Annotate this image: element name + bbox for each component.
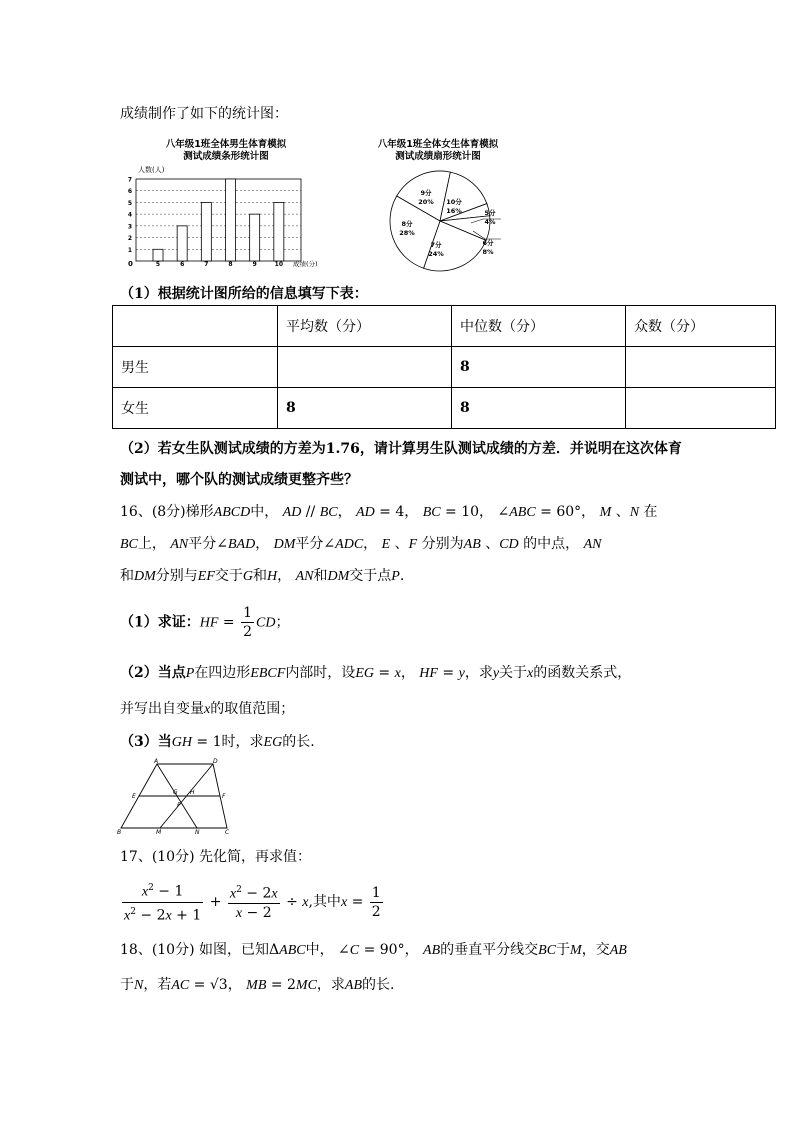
- bar-chart-title-2: 测试成绩条形统计图: [183, 151, 269, 162]
- bar-8: [226, 179, 236, 261]
- bar-chart-x-ticks: [156, 261, 283, 268]
- p18-head: 18、(10分) 如图，已知: [120, 942, 270, 958]
- fig-label-C: C: [225, 829, 230, 836]
- p16-sub3: （3）当GH = 1时，求EG的长.: [120, 734, 315, 750]
- bar-chart-xlabel: 成绩(分): [293, 260, 318, 268]
- p16-sub2-line-2: 并写出自变量x的取值范围；: [120, 701, 295, 717]
- bar-5: [153, 249, 163, 261]
- table-row: [113, 388, 776, 429]
- pie-pct-5: 4%: [484, 218, 496, 226]
- pie-pct-8: 28%: [399, 229, 415, 237]
- bar-chart-bars: [153, 179, 284, 261]
- p18-line2-a: 于: [120, 977, 134, 993]
- table-cell: [278, 347, 452, 388]
- fig-label-E: E: [132, 793, 136, 800]
- x-tick-label: 5: [155, 261, 161, 268]
- pie-pct-7: 24%: [428, 250, 444, 258]
- p16-sub1-label: （1）求证：: [120, 614, 200, 631]
- pie-label-6: 6分: [482, 239, 494, 247]
- fig-label-A: A: [154, 758, 159, 765]
- p16-sub2-b: 并写出自变量: [120, 701, 204, 717]
- trapezoid-figure: [115, 758, 240, 836]
- bar-chart-title-1: 八年级1班全体男生体育模拟: [165, 139, 287, 150]
- p16-line2-a: 上，: [137, 536, 166, 552]
- p16-line-1: 16、(8分)梯形ABCD中， AD // BC， AD = 4， BC = 10， ∠ABC = 60°， M 、N 在: [120, 504, 658, 520]
- bar-chart-ylabel: 人数(人): [138, 166, 165, 174]
- q1-label: （1）根据统计图所给的信息填写下表：: [120, 286, 368, 302]
- pie-chart-title-1: 八年级1班全体女生体育模拟: [377, 139, 499, 150]
- table-cell: 女生: [113, 388, 278, 429]
- y-tick-label: 2: [127, 235, 133, 243]
- pie-label-7: 7分: [430, 241, 442, 249]
- pie-pct-9: 20%: [418, 198, 434, 206]
- q2-line-1: （2）若女生队测试成绩的方差为1.76，请计算男生队测试成绩的方差．并说明在这次体育: [120, 441, 682, 457]
- p16-head: 16、(8分)梯形: [120, 504, 214, 520]
- table-cell: [626, 347, 776, 388]
- y-tick-label: 4: [127, 211, 133, 219]
- fig-label-B: B: [117, 829, 122, 836]
- stats-table: [112, 305, 776, 429]
- p16-sub3-a: （3）当: [120, 734, 172, 750]
- bar-chart-origin: 0: [128, 260, 133, 268]
- p16-line-2: BC上， AN平分∠BAD， DM平分∠ADC， E 、F 分别为AB 、CD 的中点， AN: [120, 536, 602, 552]
- pie-chart: [365, 135, 525, 275]
- p17-head: 17、(10分) 先化简，再求值：: [120, 849, 312, 865]
- table-row: [113, 347, 776, 388]
- table-header-cell: 众数（分）: [626, 306, 776, 347]
- bar-9: [250, 214, 260, 261]
- fig-label-N: N: [195, 829, 200, 836]
- p17-expression: $\frac{x^2 - 1}{x^2 - 2x + 1}$ + $\frac{x^2 - 2x}{x - 2}$ ÷ x,其中x = $\frac{1}{2}$: [120, 879, 385, 925]
- bar-10: [274, 202, 284, 261]
- x-tick-label: 6: [180, 261, 185, 268]
- pie-label-5: 5分: [484, 209, 496, 217]
- fig-label-G: G: [173, 789, 178, 796]
- p16-sub2-line-1: （2）当点P在四边形EBCF内部时，设EG = x， HF = y，求y关于x的函数关系式，: [120, 665, 632, 681]
- pie-pct-6: 8%: [482, 248, 494, 256]
- bar-chart: [118, 135, 328, 275]
- pie-label-9: 9分: [420, 189, 432, 197]
- table-cell: 8: [452, 347, 626, 388]
- p17-where: 其中: [312, 894, 341, 911]
- p16-sub1: （1）求证：HF = $\frac{1}{2}$ CD；: [120, 605, 290, 640]
- fig-label-P: P: [177, 802, 181, 809]
- fig-label-D: D: [213, 758, 218, 765]
- table-cell: 8: [278, 388, 452, 429]
- fig-label-F: F: [222, 793, 226, 800]
- x-tick-label: 10: [274, 261, 284, 268]
- p16-line-3: 和DM分别与EF交于G和H， AN和DM交于点P.: [120, 568, 405, 584]
- table-cell: 男生: [113, 347, 278, 388]
- p16-line3-a: 和: [120, 568, 134, 584]
- q2-line-2: 测试中，哪个队的测试成绩更整齐些？: [120, 472, 358, 488]
- fig-label-M: M: [156, 829, 162, 836]
- table-header-cell: 中位数（分）: [452, 306, 626, 347]
- pie-label-8: 8分: [401, 220, 413, 228]
- y-tick-label: 5: [127, 199, 133, 207]
- table-header-row: [113, 306, 776, 347]
- table-cell: 8: [452, 388, 626, 429]
- table-header-cell: 平均数（分）: [278, 306, 452, 347]
- fig-label-H: H: [190, 789, 195, 796]
- table-cell: [626, 388, 776, 429]
- p16-sub2-a: （2）当点: [120, 665, 186, 681]
- bar-chart-y-ticks: [128, 177, 132, 254]
- y-tick-label: 6: [127, 188, 133, 196]
- p18-line-2: 于N，若AC = √3， MB = 2MC，求AB的长.: [120, 977, 395, 993]
- y-tick-label: 1: [127, 246, 133, 254]
- y-tick-label: 7: [127, 176, 133, 184]
- bar-7: [201, 202, 211, 261]
- pie-chart-title-2: 测试成绩扇形统计图: [395, 151, 481, 162]
- pie-label-10: 10分: [446, 198, 462, 206]
- y-tick-label: 3: [127, 223, 133, 231]
- x-tick-label: 9: [252, 261, 257, 268]
- intro-text: 成绩制作了如下的统计图：: [120, 106, 288, 122]
- p18-line-1: 18、(10分) 如图，已知ΔABC中， ∠C = 90°， AB的垂直平分线交BC于M，交AB: [120, 942, 627, 958]
- x-tick-label: 8: [228, 261, 233, 268]
- bar-6: [177, 226, 187, 261]
- x-tick-label: 7: [204, 261, 209, 268]
- table-header-cell: [113, 306, 278, 347]
- pie-pct-10: 16%: [446, 207, 462, 215]
